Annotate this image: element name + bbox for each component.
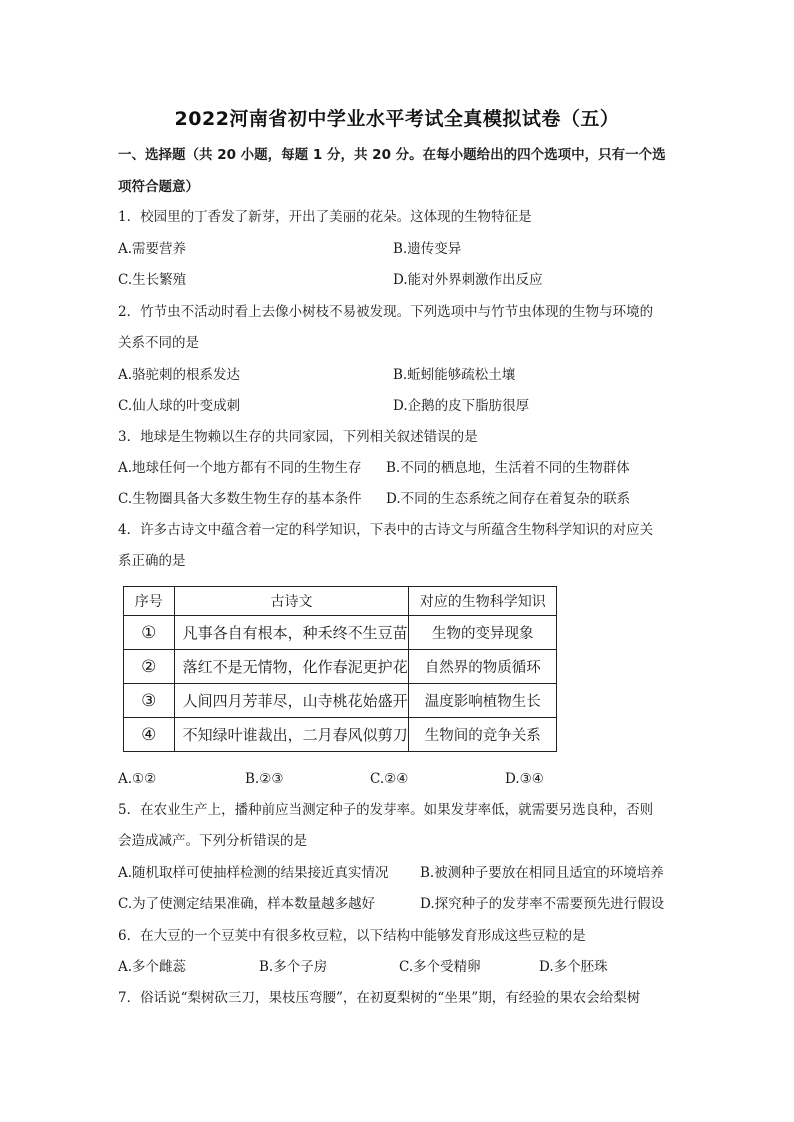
question-stem: 1．校园里的丁香发了新芽，开出了美丽的花朵。这体现的生物特征是 (118, 209, 532, 225)
question-stem: 4．许多古诗文中蕴含着一定的科学知识，下表中的古诗文与所蕴含生物科学知识的对应关 (118, 522, 654, 538)
option-a: A.多个雌蕊 (118, 959, 187, 975)
column-header: 古诗文 (174, 587, 409, 616)
table-cell-knowledge: 温度影响植物生长 (409, 684, 557, 718)
question-stem: 2．竹节虫不活动时看上去像小树枝不易被发现。下列选项中与竹节虫体现的生物与环境的 (118, 304, 654, 320)
option-a: A.①② (118, 771, 157, 787)
table-cell-knowledge: 自然界的物质循环 (409, 650, 557, 684)
option-b: B.被测种子要放在相同且适宜的环境培养 (420, 865, 664, 881)
option-a: A.需要营养 (118, 241, 187, 257)
option-d: D.企鹅的皮下脂肪很厚 (393, 398, 530, 414)
page-title: 2022河南省初中学业水平考试全真模拟试卷（五） (174, 108, 620, 130)
table-cell-index: ④ (124, 718, 175, 752)
table-cell-poem: 落红不是无情物，化作春泥更护花 (174, 650, 409, 684)
table-row (124, 650, 557, 684)
option-c: C.②④ (370, 771, 409, 787)
option-b: B.遗传变异 (393, 241, 462, 257)
table-cell-index: ③ (124, 684, 175, 718)
option-a: A.地球任何一个地方都有不同的生物生存 (118, 460, 362, 476)
table-header-row (124, 587, 557, 616)
table-cell-knowledge: 生物的变异现象 (409, 616, 557, 650)
question-stem-cont: 会造成减产。下列分析错误的是 (118, 833, 307, 849)
option-c: C.仙人球的叶变成刺 (118, 398, 241, 414)
option-b: B.多个子房 (259, 959, 328, 975)
option-c: C.为了使测定结果准确，样本数量越多越好 (118, 896, 376, 912)
column-header: 序号 (124, 587, 175, 616)
option-d: D.多个胚珠 (539, 959, 608, 975)
question-stem: 7．俗话说“梨树砍三刀，果枝压弯腰”，在初夏梨树的“坐果”期，有经验的果农会给梨树 (118, 990, 641, 1006)
section-heading-cont: 项符合题意） (118, 179, 199, 195)
question-stem: 5．在农业生产上，播种前应当测定种子的发芽率。如果发芽率低，就需要另选良种，否则 (118, 802, 654, 818)
column-header: 对应的生物科学知识 (409, 587, 557, 616)
option-c: C.生长繁殖 (118, 272, 187, 288)
table-cell-index: ① (124, 616, 175, 650)
table-cell-poem: 不知绿叶谁裁出，二月春风似剪刀 (174, 718, 409, 752)
table-row (124, 616, 557, 650)
option-a: A.随机取样可使抽样检测的结果接近真实情况 (118, 865, 389, 881)
option-d: D.探究种子的发芽率不需要预先进行假设 (420, 896, 665, 912)
question-stem-cont: 系正确的是 (118, 553, 186, 569)
poem-knowledge-table (123, 586, 557, 750)
option-c: C.多个受精卵 (399, 959, 481, 975)
section-heading: 一、选择题（共 20 小题，每题 1 分，共 20 分。在每小题给出的四个选项中，只有一个选 (118, 147, 666, 163)
question-stem-cont: 关系不同的是 (118, 335, 199, 351)
table-cell-poem: 凡事各自有根本，种禾终不生豆苗 (174, 616, 409, 650)
option-c: C.生物圈具备大多数生物生存的基本条件 (118, 491, 362, 507)
option-b: B.②③ (245, 771, 284, 787)
table-row (124, 684, 557, 718)
question-stem: 6．在大豆的一个豆荚中有很多枚豆粒，以下结构中能够发育形成这些豆粒的是 (118, 928, 586, 944)
table-cell-poem: 人间四月芳菲尽，山寺桃花始盛开 (174, 684, 409, 718)
option-a: A.骆驼刺的根系发达 (118, 367, 241, 383)
option-d: D.能对外界刺激作出反应 (393, 272, 543, 288)
option-d: D.不同的生态系统之间存在着复杂的联系 (386, 491, 631, 507)
table-row (124, 718, 557, 752)
option-b: B.不同的栖息地，生活着不同的生物群体 (386, 460, 630, 476)
option-d: D.③④ (505, 771, 544, 787)
table-cell-knowledge: 生物间的竞争关系 (409, 718, 557, 752)
option-b: B.蚯蚓能够疏松土壤 (393, 367, 516, 383)
table-cell-index: ② (124, 650, 175, 684)
question-stem: 3．地球是生物赖以生存的共同家园，下列相关叙述错误的是 (118, 429, 478, 445)
